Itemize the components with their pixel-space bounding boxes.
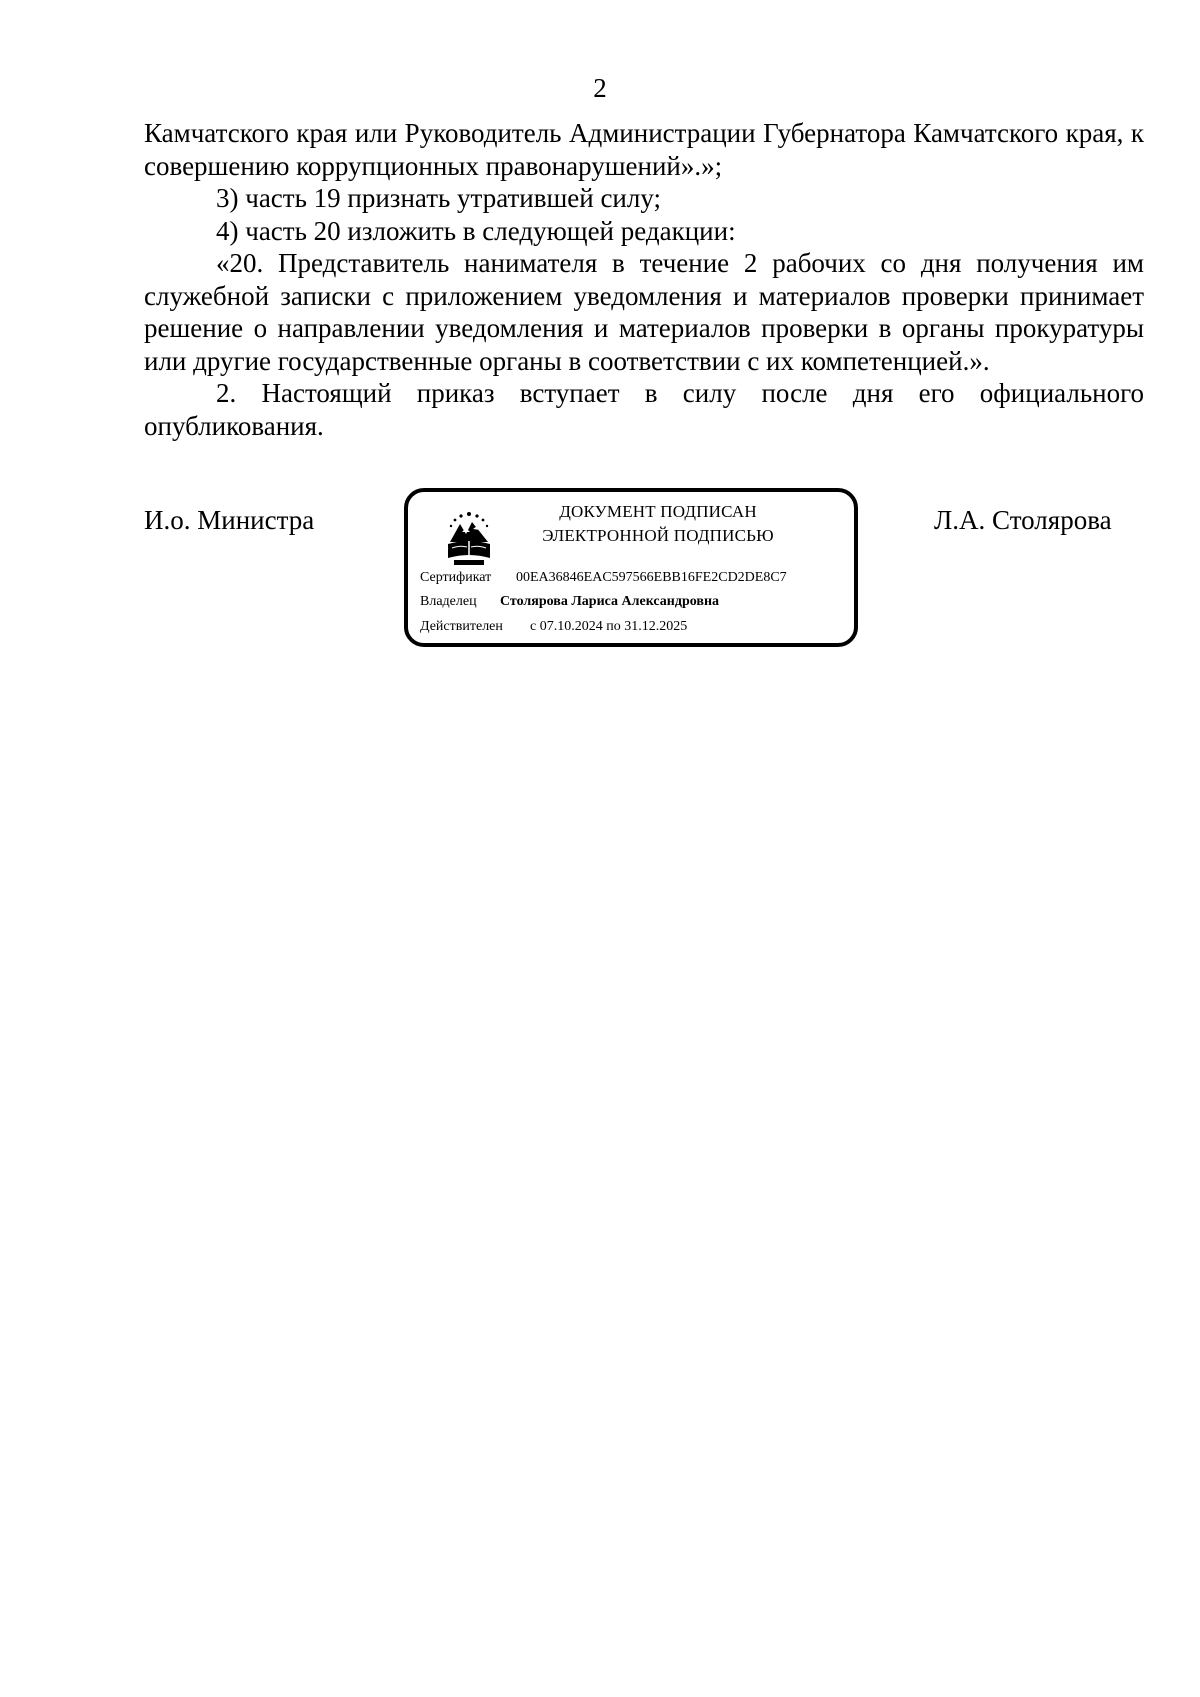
owner-value: Столярова Лариса Александровна [500,594,720,609]
certificate-label: Сертификат [420,570,492,585]
stamp-header-line-2: ЭЛЕКТРОННОЙ ПОДПИСЬЮ [542,526,774,545]
certificate-value: 00EA36846EAC597566EBB16FE2CD2DE8C7 [516,570,787,585]
paragraph-quoted-part-20: «20. Представитель нанимателя в течение 2 рабочих со дня получения им служебной записки с приложением уведомления и материалов проверки принимает решение о направлении уведомления и материалов проверки в органы прокуратуры или другие государственные органы в соответствии с их компетенцией.». [144,248,1144,376]
owner-label: Владелец [420,594,477,609]
certificate-row [420,569,787,587]
paragraph-effective-date: 2. Настоящий приказ вступает в силу после дня его официального опубликования. [144,378,1144,441]
stamp-header-line-1: ДОКУМЕНТ ПОДПИСАН [559,502,757,521]
signature-block [0,488,1200,658]
paragraph-continuation: Камчатского края или Руководитель Администрации Губернатора Камчатского края, к совершению коррупционных правонарушений».»; [144,118,1144,181]
signer-title: И.о. Министра [144,505,315,535]
owner-row [420,593,719,611]
validity-label: Действителен [420,619,503,634]
document-body [144,117,1144,442]
electronic-signature-stamp [404,488,858,647]
paragraph-item-3: 3) часть 19 признать утратившей силу; [216,183,661,213]
page-number: 2 [593,73,607,103]
validity-row [420,618,687,636]
signer-name: Л.А. Столярова [934,505,1112,535]
stamp-header [508,500,808,548]
paragraph-item-4: 4) часть 20 изложить в следующей редакции: [216,215,736,246]
coat-of-arms-icon [444,510,494,566]
validity-value: с 07.10.2024 по 31.12.2025 [530,619,688,634]
